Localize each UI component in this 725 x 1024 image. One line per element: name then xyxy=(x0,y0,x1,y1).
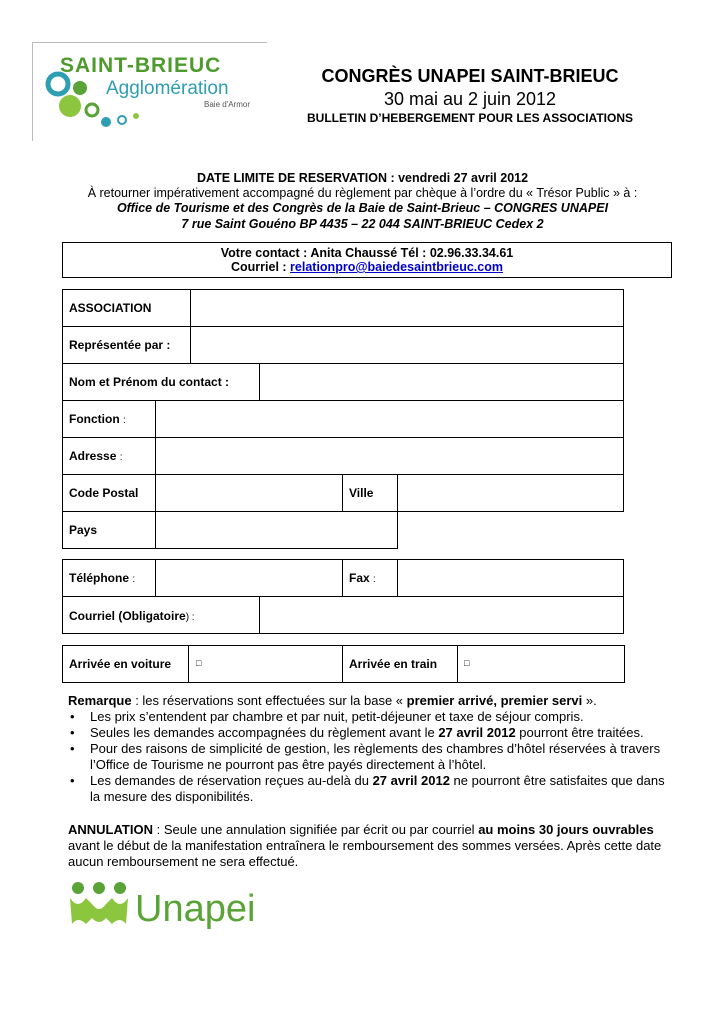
logo-baie: Baie d'Armor xyxy=(204,100,250,109)
office-address: 7 rue Saint Gouéno BP 4435 – 22 044 SAINT-BRIEUC Cedex 2 xyxy=(181,217,544,231)
representee-field[interactable] xyxy=(190,326,624,364)
unapei-logo-text: Unapei xyxy=(135,888,256,930)
event-dates: 30 mai au 2 juin 2012 xyxy=(383,89,557,109)
adresse-label: Adresse : xyxy=(69,449,123,463)
remark-item: • Les demandes de réservation reçues au-delà du 27 avril 2012 ne pourront être satisfaites que dans la mesure des disponibilités. xyxy=(70,773,665,804)
fax-label: Fax : xyxy=(349,571,376,585)
arrivee-train-label: Arrivée en train xyxy=(349,657,438,671)
pays-label: Pays xyxy=(69,523,98,537)
page-title: CONGRÈS UNAPEI SAINT-BRIEUC xyxy=(321,66,619,86)
ville-field[interactable] xyxy=(397,474,624,512)
deadline-line: DATE LIMITE DE RESERVATION : vendredi 27 avril 2012 xyxy=(196,171,529,185)
code-postal-label: Code Postal xyxy=(69,486,139,500)
fax-field[interactable] xyxy=(397,559,624,597)
logo-subtitle: Agglomération xyxy=(106,78,229,99)
arrivee-voiture-label: Arrivée en voiture xyxy=(69,657,172,671)
contact-name-field[interactable] xyxy=(259,363,624,401)
contact-line: Votre contact : Anita Chaussé Tél : 02.96.33.34.61 xyxy=(220,246,514,260)
telephone-label: Téléphone : xyxy=(69,571,136,585)
office-name: Office de Tourisme et des Congrès de la Baie de Saint-Brieuc – CONGRES UNAPEI xyxy=(116,201,609,215)
remarks-section xyxy=(68,693,668,805)
ville-label: Ville xyxy=(349,486,374,500)
annulation-section: ANNULATION : Seule une annulation signifiée par écrit ou par courriel au moins 30 jours ouvrables avant le début de la manifestation entraînera le remboursement des sommes versées. Après cette date aucun remboursement ne sera effectué. xyxy=(68,822,662,869)
association-field[interactable] xyxy=(190,289,624,327)
pays-field[interactable] xyxy=(155,511,398,549)
contact-name-label: Nom et Prénom du contact : xyxy=(69,375,230,389)
contact-box xyxy=(62,242,672,278)
remark-item: • Seules les demandes accompagnées du règlement avant le 27 avril 2012 pourront être traitées. xyxy=(70,725,644,740)
representee-label: Représentée par : xyxy=(69,338,171,352)
arrivee-train-checkbox[interactable]: □ xyxy=(464,658,470,668)
unapei-logo-icon xyxy=(66,880,132,932)
courriel-label: Courriel (Obligatoire) : xyxy=(69,609,195,623)
courriel-field[interactable] xyxy=(259,596,624,634)
arrivee-train-cell xyxy=(457,645,625,683)
remark-item: • Les prix s’entendent par chambre et par nuit, petit-déjeuner et taxe de séjour compris. xyxy=(70,709,584,724)
code-postal-field[interactable] xyxy=(155,474,343,512)
telephone-field[interactable] xyxy=(155,559,343,597)
association-label: ASSOCIATION xyxy=(69,301,152,315)
fonction-label: Fonction : xyxy=(69,412,126,426)
arrivee-voiture-cell xyxy=(188,645,343,683)
return-instructions: À retourner impérativement accompagné du règlement par chèque à l’ordre du « Trésor Public » à : xyxy=(87,186,638,200)
courriel-label: Courriel : xyxy=(231,260,291,274)
fonction-field[interactable] xyxy=(155,400,624,438)
remark-item: • Pour des raisons de simplicité de gestion, les règlements des chambres d’hôtel réservées à travers l’Office de Tourisme ne pourront pas être payés directement à l’hôtel. xyxy=(70,741,661,772)
page-subtitle: BULLETIN D’HEBERGEMENT POUR LES ASSOCIATIONS xyxy=(306,111,633,125)
contact-email-link[interactable]: relationpro@baiedesaintbrieuc.com xyxy=(290,260,503,274)
remarks-intro: Remarque : les réservations sont effectuées sur la base « premier arrivé, premier servi ». xyxy=(68,693,597,708)
arrivee-voiture-checkbox[interactable]: □ xyxy=(196,658,202,668)
logo-title: SAINT-BRIEUC xyxy=(60,54,222,77)
adresse-field[interactable] xyxy=(155,437,624,475)
